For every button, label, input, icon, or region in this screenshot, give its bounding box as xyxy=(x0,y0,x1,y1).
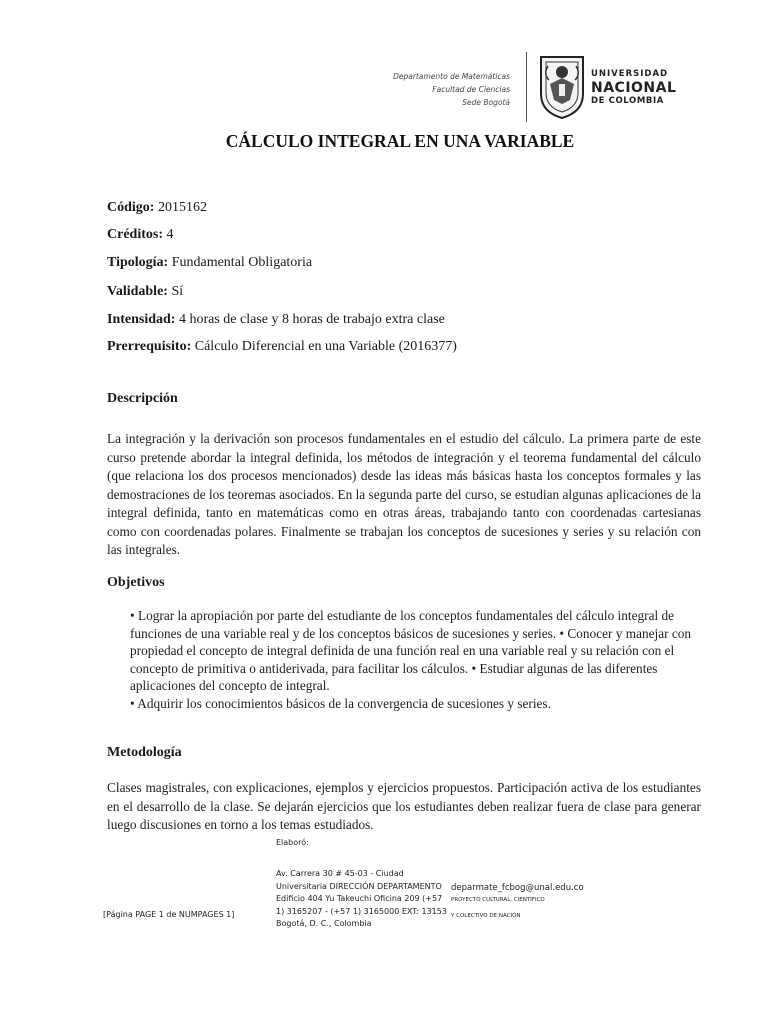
address-line: Bogotá, D. C., Colombia xyxy=(276,919,372,928)
field-tipologia xyxy=(107,254,312,272)
field-value: 2015162 xyxy=(154,200,207,215)
objetivo-item: • Adquirir los conocimientos básicos de la convergencia de sucesiones y series. xyxy=(130,695,551,711)
field-value: Sí xyxy=(167,284,184,299)
metodologia-text: Clases magistrales, con explicaciones, ejemplos y ejercicios propuestos. Participación activa de los estudiantes en el desarrollo de la clase. Se dejarán ejercicios que los estudiantes deben realizar fuera de clase para generar luego discusiones en torno a los temas estudiados. xyxy=(107,780,701,832)
footer-email: deparmate_fcbog@unal.edu.co xyxy=(451,883,584,893)
descripcion-text: La integración y la derivación son procesos fundamentales en el estudio del cálculo. La primera parte de este curso pretende abordar la integral definida, los métodos de integración y el teorema fundamental del cálculo (que relaciona los dos procesos mencionados) desde las ideas más básicas hasta los conceptos formales y las demostraciones de los teoremas asociados. En la segunda parte del curso, se estudian algunas aplicaciones de la integral definida, tanto en matemáticas como en otras áreas, trabajando tanto con coordenadas cartesianas como con coordenadas polares. Finalmente se trabajan los conceptos de sucesiones y series y su relación con las integrales. xyxy=(107,431,701,557)
footer-proyecto-line-1: PROYECTO CULTURAL, CIENTÍFICO xyxy=(451,897,545,903)
field-label: Prerrequisito: xyxy=(107,339,192,354)
campus-line: Sede Bogotá xyxy=(462,98,510,107)
footer-proyecto-line-2: Y COLECTIVO DE NACIÓN xyxy=(451,913,521,919)
university-name xyxy=(591,69,676,107)
address-line: 1) 3165207 - (+57 1) 3165000 EXT: 13153 xyxy=(276,906,447,916)
field-codigo xyxy=(107,199,207,217)
department-line: Departamento de Matemáticas xyxy=(393,72,510,81)
university-seal-icon xyxy=(537,54,587,120)
page-title: CÁLCULO INTEGRAL EN UNA VARIABLE xyxy=(225,131,575,151)
field-value: 4 xyxy=(163,227,174,242)
descripcion-heading: Descripción xyxy=(107,391,178,406)
address-line: Edificio 404 Yu Takeuchi Oficina 209 (+57 xyxy=(276,894,443,903)
field-value: Fundamental Obligatoria xyxy=(168,255,313,270)
field-label: Validable: xyxy=(107,284,168,299)
university-line-3: DE COLOMBIA xyxy=(591,96,664,106)
field-creditos xyxy=(107,226,174,244)
metodologia-heading: Metodología xyxy=(107,745,182,760)
objetivos-heading: Objetivos xyxy=(107,575,165,590)
field-intensidad xyxy=(107,311,445,329)
elaboro-label: Elaboró: xyxy=(276,838,309,847)
objetivo-item: • Lograr la apropiación por parte del estudiante de los conceptos fundamentales del cálculo integral de funciones de una variable real y de los conceptos básicos de sucesiones y series. • Conocer y manejar con propiedad el concepto de integral definida de una función real en una variable real y su relación con el concepto de primitiva o antiderivada, para facilitar los cálculos. • Estudiar algunas de las diferentes aplicaciones del concepto de integral. xyxy=(130,608,692,693)
footer-address xyxy=(276,868,466,931)
page-number-field: [Página PAGE 1 de NUMPAGES 1] xyxy=(103,910,235,919)
address-line: Universitaria DIRECCIÓN DEPARTAMENTO xyxy=(276,881,442,891)
field-label: Código: xyxy=(107,200,155,215)
header-divider xyxy=(526,52,527,122)
address-line: Av. Carrera 30 # 45-03 - Ciudad xyxy=(276,869,404,878)
field-value: 4 horas de clase y 8 horas de trabajo extra clase xyxy=(175,312,445,327)
field-label: Tipología: xyxy=(107,255,169,270)
field-label: Intensidad: xyxy=(107,312,176,327)
field-value: Cálculo Diferencial en una Variable (2016377) xyxy=(191,339,457,354)
university-line-2: NACIONAL xyxy=(591,80,677,96)
faculty-line: Facultad de Ciencias xyxy=(432,85,510,94)
university-line-1: UNIVERSIDAD xyxy=(591,69,669,79)
field-validable xyxy=(107,283,183,301)
objetivos-list xyxy=(130,607,705,712)
field-label: Créditos: xyxy=(107,227,163,242)
field-prerrequisito xyxy=(107,338,457,356)
department-block xyxy=(330,70,510,109)
